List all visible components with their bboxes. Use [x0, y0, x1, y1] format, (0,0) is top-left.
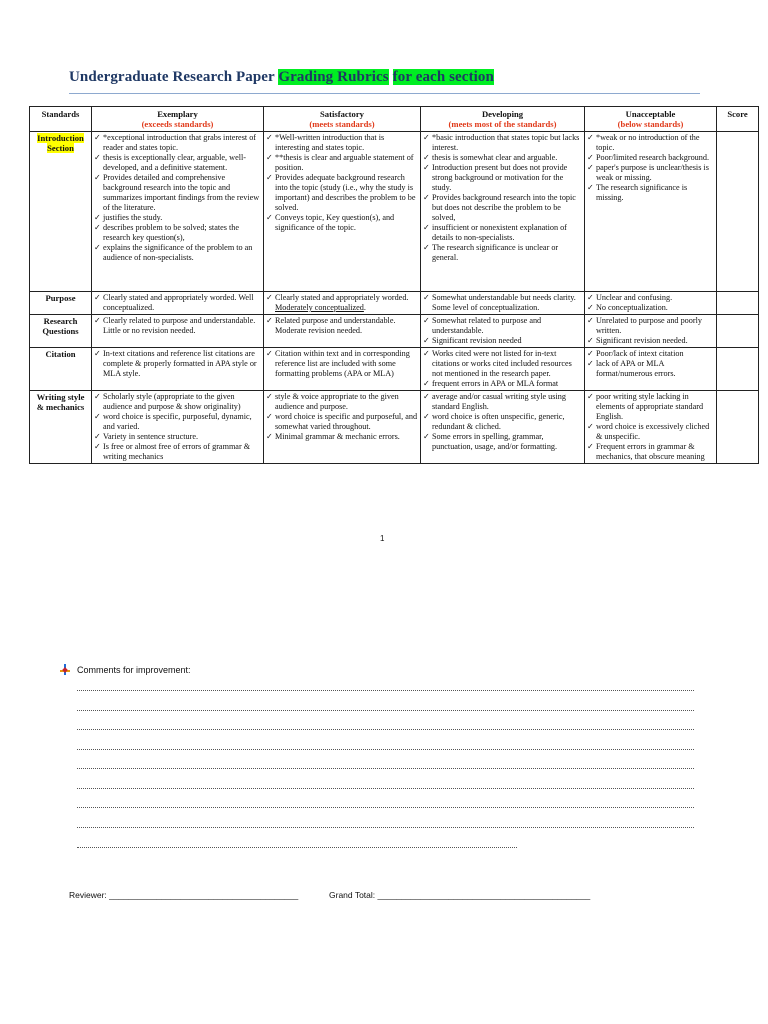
comment-line[interactable]: [77, 690, 694, 691]
comment-line[interactable]: [77, 788, 694, 789]
criteria-list: [266, 133, 418, 233]
criteria-list: [94, 133, 261, 263]
criterion: ✓ style & voice appropriate to the given audience and purpose.: [266, 392, 418, 412]
cell-developing: [421, 314, 585, 347]
criterion: ✓ Significant revision needed: [423, 336, 582, 346]
criterion: ✓ Related purpose and understandable. Moderate revision needed.: [266, 316, 418, 336]
criterion: ✓ Clearly stated and appropriately worded. Well conceptualized.: [94, 293, 261, 313]
criterion: ✓ word choice is often unspecific, generic, redundant & cliched.: [423, 412, 582, 432]
criteria-list: [94, 349, 261, 379]
table-row: [30, 390, 759, 463]
criterion: ✓ Somewhat understandable but needs clarity. Some level of conceptualization.: [423, 293, 582, 313]
cell-exemplary: [92, 347, 264, 390]
document-title: [69, 69, 700, 86]
criterion: ✓ Poor/limited research background.: [587, 153, 714, 163]
standard-writing-style: Writing style & mechanics: [30, 390, 92, 463]
table-row: [30, 314, 759, 347]
comment-line[interactable]: [77, 749, 694, 750]
cell-developing: [421, 131, 585, 291]
cell-developing: [421, 390, 585, 463]
cell-satisfactory: [264, 390, 421, 463]
title-underline-rule: [69, 93, 700, 94]
standard-purpose: Purpose: [30, 291, 92, 314]
header-score: Score: [717, 107, 759, 132]
comment-line[interactable]: [77, 710, 694, 711]
comment-line[interactable]: [77, 807, 694, 808]
criteria-list: [587, 133, 714, 203]
rubric-table: [29, 106, 759, 464]
cell-satisfactory: [264, 291, 421, 314]
criterion: ✓ Somewhat related to purpose and understandable.: [423, 316, 582, 336]
criterion: ✓ Introduction present but does not provide strong background or motivation for the study.: [423, 163, 582, 193]
header-standards: Standards: [30, 107, 92, 132]
criterion: ✓ word choice is excessively cliched & unspecific.: [587, 422, 714, 442]
cell-exemplary: [92, 390, 264, 463]
comments-heading: [60, 664, 191, 675]
criteria-list: [423, 349, 582, 389]
criterion: ✓ Clearly stated and appropriately worded. Moderately conceptualized.: [266, 293, 418, 313]
table-row: [30, 131, 759, 291]
criterion: ✓ In-text citations and reference list citations are complete & properly formatted in APA style or MLA style.: [94, 349, 261, 379]
grand-total-field[interactable]: Grand Total: _____________________________________________: [329, 890, 591, 900]
criterion: ✓ Scholarly style (appropriate to the given audience and purpose & show originality): [94, 392, 261, 412]
criterion: ✓ Unrelated to purpose and poorly written.: [587, 316, 714, 336]
criterion: ✓ Significant revision needed.: [587, 336, 714, 346]
criterion: ✓ Unclear and confusing.: [587, 293, 714, 303]
criterion: ✓ paper's purpose is unclear/thesis is weak or missing.: [587, 163, 714, 183]
criterion: ✓ describes problem to be solved; states the research key question(s),: [94, 223, 261, 243]
criteria-list: [266, 392, 418, 442]
criterion: ✓ **thesis is clear and arguable statement of position.: [266, 153, 418, 173]
criterion: ✓ thesis is exceptionally clear, arguable, well-developed, and a definitive statement.: [94, 153, 261, 173]
table-row: [30, 347, 759, 390]
criteria-list: [423, 293, 582, 313]
comment-line[interactable]: [77, 847, 517, 848]
comment-line[interactable]: [77, 729, 694, 730]
criterion: ✓ poor writing style lacking in elements of appropriate standard English.: [587, 392, 714, 422]
cell-score[interactable]: [717, 347, 759, 390]
criterion: ✓ *exceptional introduction that grabs interest of reader and states topic.: [94, 133, 261, 153]
comment-line[interactable]: [77, 768, 694, 769]
criterion: ✓ Frequent errors in grammar & mechanics, that obscure meaning: [587, 442, 714, 462]
criteria-list: [587, 349, 714, 379]
criteria-list: [587, 316, 714, 346]
criterion: ✓ Works cited were not listed for in-text citations or works cited included resources not mentioned in the research paper.: [423, 349, 582, 379]
cell-unacceptable: [585, 390, 717, 463]
criteria-list: [266, 316, 418, 336]
criteria-list: [94, 316, 261, 336]
cell-exemplary: [92, 131, 264, 291]
criterion: ✓ Citation within text and in corresponding reference list are included with some formatting problems (APA or MLA): [266, 349, 418, 379]
criterion: ✓ average and/or casual writing style using standard English.: [423, 392, 582, 412]
criterion: ✓ Provides adequate background research into the topic (study (i.e., why the study is important) and describes the problem to be solved.: [266, 173, 418, 213]
criterion: ✓ explains the significance of the problem to an audience of non-specialists.: [94, 243, 261, 263]
header-unacceptable: Unacceptable (below standards): [585, 107, 717, 132]
criterion: ✓ *Well-written introduction that is interesting and states topic.: [266, 133, 418, 153]
cell-satisfactory: [264, 131, 421, 291]
criterion: ✓ Conveys topic, Key question(s), and significance of the topic.: [266, 213, 418, 233]
cell-unacceptable: [585, 131, 717, 291]
comment-line[interactable]: [77, 827, 694, 828]
criterion: ✓ The research significance is missing.: [587, 183, 714, 203]
cell-score[interactable]: [717, 131, 759, 291]
cell-unacceptable: [585, 347, 717, 390]
standard-introduction: Introduction Section: [30, 131, 92, 291]
criteria-list: [587, 392, 714, 462]
cell-developing: [421, 347, 585, 390]
criterion: ✓ Is free or almost free of errors of grammar & writing mechanics: [94, 442, 261, 462]
criteria-list: [423, 392, 582, 452]
criterion: ✓ insufficient or nonexistent explanation of details to non-specialists.: [423, 223, 582, 243]
criterion: ✓ No conceptualization.: [587, 303, 714, 313]
cell-unacceptable: [585, 291, 717, 314]
cell-satisfactory: [264, 347, 421, 390]
criteria-list: [266, 349, 418, 379]
criterion: ✓ *weak or no introduction of the topic.: [587, 133, 714, 153]
header-exemplary: Exemplary (exceeds standards): [92, 107, 264, 132]
cell-score[interactable]: [717, 390, 759, 463]
table-row: [30, 291, 759, 314]
arrow-bullet-icon: [60, 664, 71, 675]
standard-citation: Citation: [30, 347, 92, 390]
cell-unacceptable: [585, 314, 717, 347]
page-number: 1: [380, 534, 385, 543]
reviewer-field[interactable]: Reviewer: ________________________________________: [69, 890, 299, 900]
standard-research-questions: Research Questions: [30, 314, 92, 347]
criterion: ✓ Poor/lack of intext citation: [587, 349, 714, 359]
cell-exemplary: [92, 314, 264, 347]
header-satisfactory: Satisfactory (meets standards): [264, 107, 421, 132]
criterion: ✓ Variety in sentence structure.: [94, 432, 261, 442]
criterion: ✓ Clearly related to purpose and understandable. Little or no revision needed.: [94, 316, 261, 336]
cell-developing: [421, 291, 585, 314]
criterion: ✓ thesis is somewhat clear and arguable.: [423, 153, 582, 163]
criteria-list: [94, 392, 261, 462]
criterion: ✓ word choice is specific and purposeful, and somewhat varied throughout.: [266, 412, 418, 432]
comments-label: Comments for improvement:: [77, 664, 191, 675]
title-text: Undergraduate Research Paper: [69, 69, 279, 85]
criterion: ✓ justifies the study.: [94, 213, 261, 223]
criterion: ✓ Provides background research into the topic but does not describe the problem to be solved,: [423, 193, 582, 223]
title-highlight-section: for each section: [392, 69, 494, 85]
title-highlight-grading-rubrics: Grading Rubrics: [278, 69, 389, 85]
cell-score[interactable]: [717, 314, 759, 347]
criterion: ✓ *basic introduction that states topic but lacks interest.: [423, 133, 582, 153]
criterion: ✓ Some errors in spelling, grammar, punctuation, usage, and/or formatting.: [423, 432, 582, 452]
table-header-row: [30, 107, 759, 132]
criteria-list: [587, 293, 714, 313]
criterion: ✓ word choice is specific, purposeful, dynamic, and varied.: [94, 412, 261, 432]
criterion: ✓ Provides detailed and comprehensive background research into the topic and summarizes important findings from the review of the literature.: [94, 173, 261, 213]
cell-score[interactable]: [717, 291, 759, 314]
criterion: ✓ Minimal grammar & mechanic errors.: [266, 432, 418, 442]
criterion: ✓ lack of APA or MLA format/numerous errors.: [587, 359, 714, 379]
criterion: ✓ frequent errors in APA or MLA format: [423, 379, 582, 389]
criterion: ✓ The research significance is unclear or general.: [423, 243, 582, 263]
criteria-list: [94, 293, 261, 313]
criteria-list: [423, 316, 582, 346]
cell-satisfactory: [264, 314, 421, 347]
header-developing: Developing (meets most of the standards): [421, 107, 585, 132]
criteria-list: [266, 293, 418, 313]
cell-exemplary: [92, 291, 264, 314]
criteria-list: [423, 133, 582, 263]
